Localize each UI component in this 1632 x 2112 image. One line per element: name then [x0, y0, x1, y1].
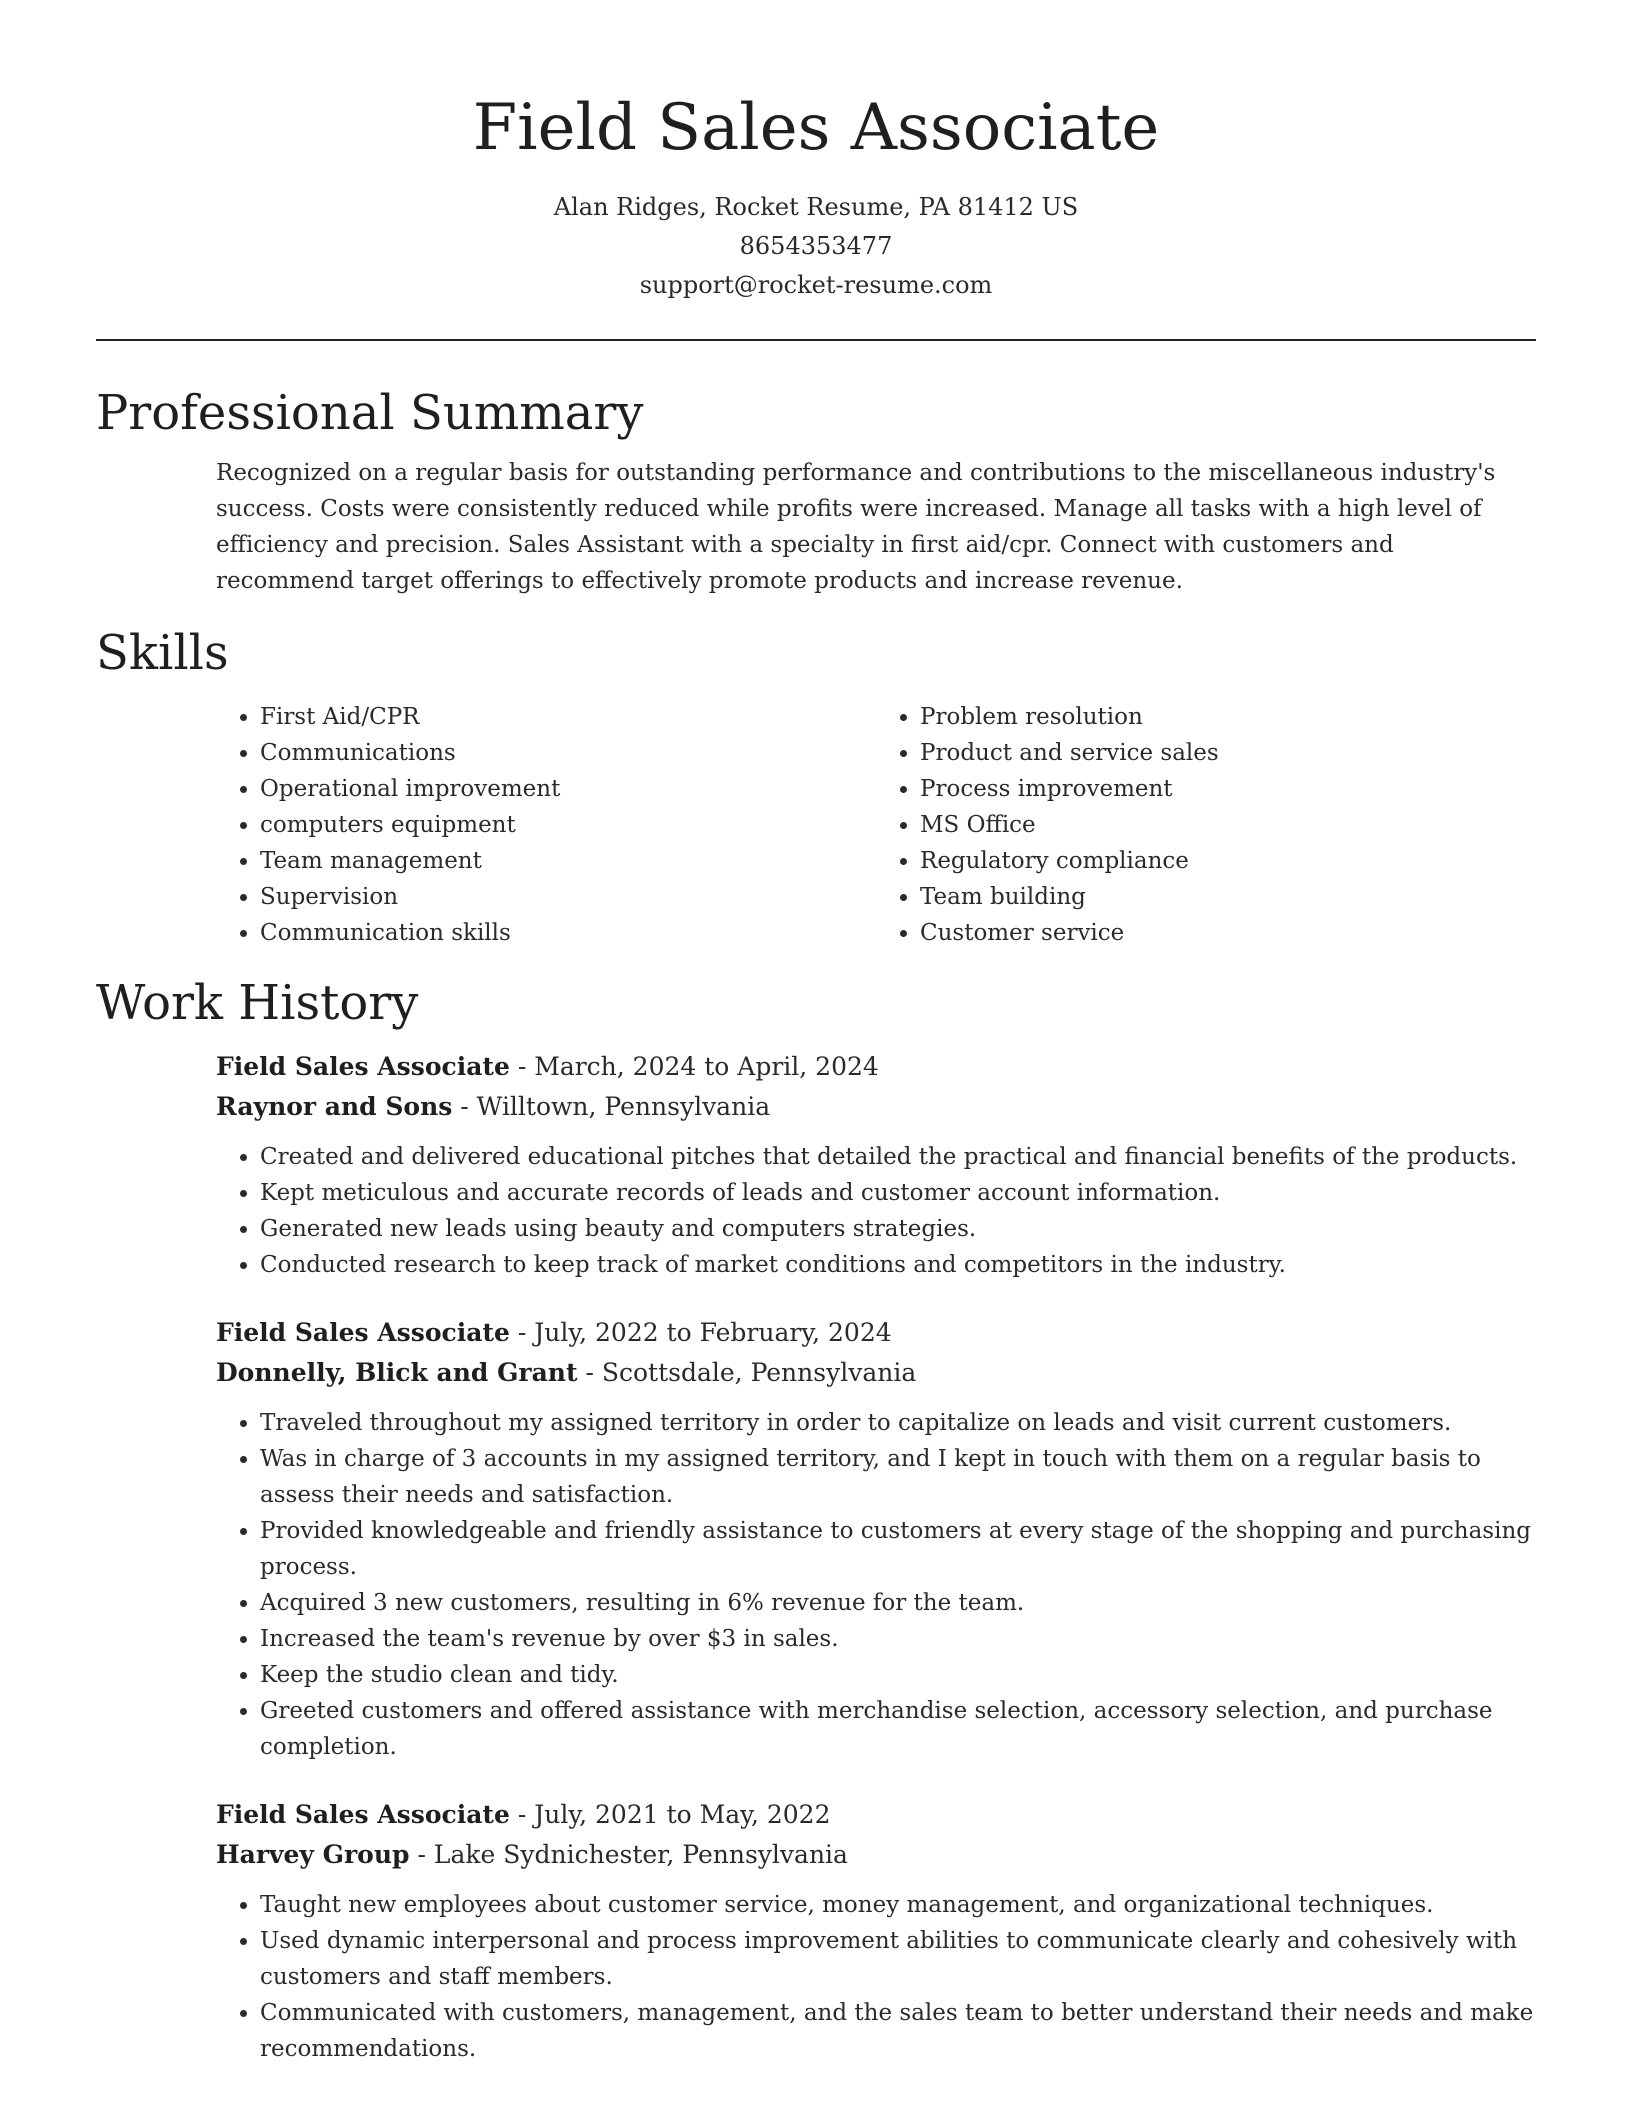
resume-header [96, 0, 1536, 305]
job-bullet: • Keep the studio clean and tidy. [260, 1657, 1536, 1693]
job-company-line [216, 1835, 1536, 1875]
summary-text: Recognized on a regular basis for outstanding performance and contributions to the miscellaneous industry's success. Costs were consistently reduced while profits were increased. Manage all tasks with a high level of efficiency and precision. Sales Assistant with a specialty in first aid/cpr. Connect with customers and recommend target offerings to effectively promote products and increase revenue. [216, 460, 1496, 594]
contact-phone: 8654353477 [739, 232, 893, 260]
resume-name: Field Sales Associate [472, 91, 1160, 165]
job-dates: - March, 2024 to April, 2024 [509, 1052, 879, 1081]
job-bullet: • Generated new leads using beauty and computers strategies. [260, 1211, 1536, 1247]
skill-item: • MS Office [920, 807, 1536, 843]
job-bullet: • Greeted customers and offered assistance with merchandise selection, accessory selection, and purchase completion. [260, 1693, 1536, 1765]
job-bullet: • Provided knowledgeable and friendly assistance to customers at every stage of the shopping and purchasing process. [260, 1513, 1536, 1585]
job-bullet: • Created and delivered educational pitches that detailed the practical and financial benefits of the products. [260, 1139, 1536, 1175]
job-company-line [216, 1087, 1536, 1127]
job-dates: - July, 2022 to February, 2024 [509, 1318, 892, 1347]
skill-item: • Communication skills [260, 915, 876, 951]
job-company: Donnelly, Blick and Grant [216, 1358, 578, 1387]
job-bullet: • Was in charge of 3 accounts in my assigned territory, and I kept in touch with them on a regular basis to assess their needs and satisfaction. [260, 1441, 1536, 1513]
job-company: Raynor and Sons [216, 1092, 453, 1121]
skill-item: • Product and service sales [920, 735, 1536, 771]
job-bullet: • Communicated with customers, management, and the sales team to better understand their needs and make recommendations. [260, 1995, 1536, 2067]
skill-item: • Customer service [920, 915, 1536, 951]
skill-item: • First Aid/CPR [260, 699, 876, 735]
skill-item: • Communications [260, 735, 876, 771]
skill-item: • Team building [920, 879, 1536, 915]
contact-address: Alan Ridges, Rocket Resume, PA 81412 US [553, 193, 1079, 221]
job-dates: - July, 2021 to May, 2022 [509, 1800, 831, 1829]
header-divider [96, 339, 1536, 341]
contact-email: support@rocket-resume.com [639, 271, 993, 299]
job-location: - Lake Sydnichester, Pennsylvania [409, 1840, 848, 1869]
job-bullets [216, 1139, 1536, 1283]
work-history-heading: Work History [96, 975, 419, 1031]
job-bullet: • Acquired 3 new customers, resulting in 6% revenue for the team. [260, 1585, 1536, 1621]
job-bullet: • Kept meticulous and accurate records of leads and customer account information. [260, 1175, 1536, 1211]
job-company-line [216, 1353, 1536, 1393]
skills-column-right [876, 699, 1536, 951]
summary-heading: Professional Summary [96, 385, 644, 441]
skill-item: • Team management [260, 843, 876, 879]
job-bullets [216, 1887, 1536, 2067]
job-location: - Willtown, Pennsylvania [452, 1092, 771, 1121]
job-entry [216, 1047, 1536, 1283]
job-bullet: • Taught new employees about customer service, money management, and organizational techniques. [260, 1887, 1536, 1923]
skill-item: • Problem resolution [920, 699, 1536, 735]
job-title-line [216, 1047, 1536, 1087]
skill-item: • Process improvement [920, 771, 1536, 807]
job-title-line [216, 1795, 1536, 1835]
skill-item: • computers equipment [260, 807, 876, 843]
job-bullet: • Used dynamic interpersonal and process improvement abilities to communicate clearly and cohesively with customers and staff members. [260, 1923, 1536, 1995]
job-location: - Scottsdale, Pennsylvania [577, 1358, 917, 1387]
skills-column-left [216, 699, 876, 951]
skills-list [216, 699, 1536, 951]
skill-item: • Operational improvement [260, 771, 876, 807]
job-company: Harvey Group [216, 1840, 410, 1869]
job-bullet: • Conducted research to keep track of market conditions and competitors in the industry. [260, 1247, 1536, 1283]
job-entry [216, 1795, 1536, 2067]
skills-heading: Skills [96, 625, 229, 681]
job-bullets [216, 1405, 1536, 1765]
skill-item: • Regulatory compliance [920, 843, 1536, 879]
job-title: Field Sales Associate [216, 1318, 510, 1347]
job-entry [216, 1313, 1536, 1765]
job-title-line [216, 1313, 1536, 1353]
job-bullet: • Increased the team's revenue by over $3 in sales. [260, 1621, 1536, 1657]
skill-item: • Supervision [260, 879, 876, 915]
job-bullet: • Traveled throughout my assigned territory in order to capitalize on leads and visit current customers. [260, 1405, 1536, 1441]
contact-block [96, 188, 1536, 305]
job-title: Field Sales Associate [216, 1052, 510, 1081]
job-title: Field Sales Associate [216, 1800, 510, 1829]
